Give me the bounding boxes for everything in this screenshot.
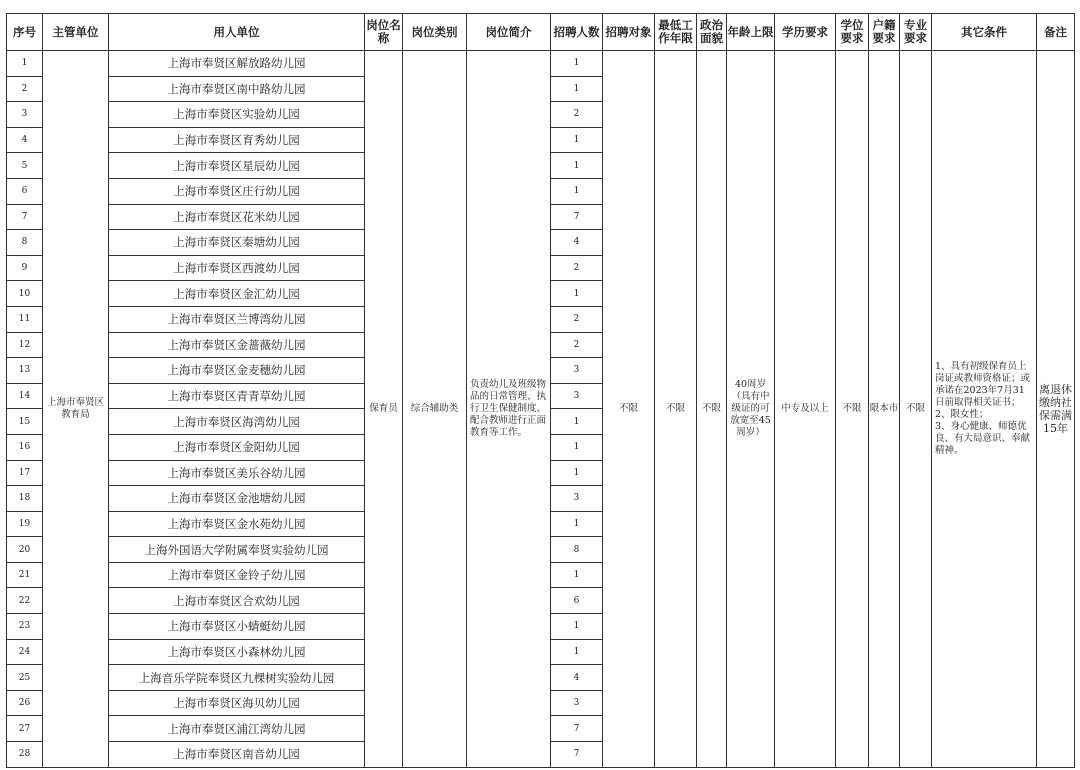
row-seq: 27 xyxy=(7,716,43,742)
row-unit: 上海市奉贤区金汇幼儿园 xyxy=(109,281,365,307)
row-unit: 上海市奉贤区兰博湾幼儿园 xyxy=(109,306,365,332)
row-count: 3 xyxy=(551,690,603,716)
row-seq: 16 xyxy=(7,434,43,460)
row-seq: 28 xyxy=(7,742,43,768)
row-count: 1 xyxy=(551,281,603,307)
row-unit: 上海市奉贤区美乐谷幼儿园 xyxy=(109,460,365,486)
header-authority: 主管单位 xyxy=(43,14,109,51)
row-seq: 6 xyxy=(7,178,43,204)
row-unit: 上海音乐学院奉贤区九棵树实验幼儿园 xyxy=(109,665,365,691)
row-seq: 23 xyxy=(7,614,43,640)
row-count: 2 xyxy=(551,332,603,358)
row-unit: 上海市奉贤区解放路幼儿园 xyxy=(109,51,365,77)
education-cell: 中专及以上 xyxy=(775,51,836,768)
row-seq: 24 xyxy=(7,639,43,665)
row-count: 3 xyxy=(551,486,603,512)
header-description: 岗位简介 xyxy=(467,14,551,51)
row-unit: 上海市奉贤区花米幼儿园 xyxy=(109,204,365,230)
row-seq: 18 xyxy=(7,486,43,512)
header-age-limit: 年龄上限 xyxy=(727,14,775,51)
header-note: 备注 xyxy=(1037,14,1075,51)
row-count: 1 xyxy=(551,511,603,537)
row-count: 4 xyxy=(551,665,603,691)
row-unit: 上海市奉贤区实验幼儿园 xyxy=(109,102,365,128)
row-seq: 5 xyxy=(7,153,43,179)
row-seq: 3 xyxy=(7,102,43,128)
header-position: 岗位名称 xyxy=(365,14,403,51)
row-count: 1 xyxy=(551,51,603,77)
row-count: 1 xyxy=(551,460,603,486)
major-cell: 不限 xyxy=(900,51,932,768)
row-unit: 上海市奉贤区庄行幼儿园 xyxy=(109,178,365,204)
header-political: 政治面貌 xyxy=(697,14,727,51)
row-count: 3 xyxy=(551,383,603,409)
row-count: 1 xyxy=(551,434,603,460)
row-count: 1 xyxy=(551,178,603,204)
row-unit: 上海市奉贤区西渡幼儿园 xyxy=(109,255,365,281)
header-hukou: 户籍要求 xyxy=(869,14,900,51)
header-target: 招聘对象 xyxy=(603,14,655,51)
row-count: 1 xyxy=(551,127,603,153)
category-cell: 综合辅助类 xyxy=(403,51,467,768)
row-seq: 25 xyxy=(7,665,43,691)
hukou-cell: 限本市 xyxy=(869,51,900,768)
table-row xyxy=(7,51,1075,77)
row-count: 1 xyxy=(551,614,603,640)
degree-cell: 不限 xyxy=(836,51,869,768)
row-seq: 4 xyxy=(7,127,43,153)
row-count: 1 xyxy=(551,639,603,665)
header-unit: 用人单位 xyxy=(109,14,365,51)
row-seq: 15 xyxy=(7,409,43,435)
row-unit: 上海市奉贤区青青草幼儿园 xyxy=(109,383,365,409)
row-unit: 上海市奉贤区浦江湾幼儿园 xyxy=(109,716,365,742)
recruitment-table xyxy=(6,13,1075,768)
row-unit: 上海市奉贤区海贝幼儿园 xyxy=(109,690,365,716)
note-cell: 离退休缴纳社保需满15年 xyxy=(1037,51,1075,768)
position-cell: 保育员 xyxy=(365,51,403,768)
row-count: 3 xyxy=(551,358,603,384)
row-unit: 上海市奉贤区小森林幼儿园 xyxy=(109,639,365,665)
row-seq: 20 xyxy=(7,537,43,563)
header-row xyxy=(7,14,1075,51)
row-unit: 上海市奉贤区南中路幼儿园 xyxy=(109,76,365,102)
row-unit: 上海外国语大学附属奉贤实验幼儿园 xyxy=(109,537,365,563)
row-seq: 22 xyxy=(7,588,43,614)
authority-cell: 上海市奉贤区教育局 xyxy=(43,51,109,768)
row-unit: 上海市奉贤区海湾幼儿园 xyxy=(109,409,365,435)
row-seq: 26 xyxy=(7,690,43,716)
row-count: 1 xyxy=(551,562,603,588)
row-unit: 上海市奉贤区育秀幼儿园 xyxy=(109,127,365,153)
row-count: 7 xyxy=(551,716,603,742)
row-seq: 21 xyxy=(7,562,43,588)
row-seq: 17 xyxy=(7,460,43,486)
header-degree: 学位要求 xyxy=(836,14,869,51)
row-unit: 上海市奉贤区小蜻蜓幼儿园 xyxy=(109,614,365,640)
row-seq: 12 xyxy=(7,332,43,358)
header-min-years: 最低工作年限 xyxy=(655,14,697,51)
row-seq: 7 xyxy=(7,204,43,230)
row-seq: 1 xyxy=(7,51,43,77)
row-count: 2 xyxy=(551,102,603,128)
row-seq: 10 xyxy=(7,281,43,307)
row-count: 1 xyxy=(551,409,603,435)
header-other: 其它条件 xyxy=(932,14,1037,51)
row-seq: 13 xyxy=(7,358,43,384)
row-unit: 上海市奉贤区合欢幼儿园 xyxy=(109,588,365,614)
row-unit: 上海市奉贤区秦塘幼儿园 xyxy=(109,230,365,256)
row-count: 7 xyxy=(551,204,603,230)
header-education: 学历要求 xyxy=(775,14,836,51)
row-unit: 上海市奉贤区星辰幼儿园 xyxy=(109,153,365,179)
other-conditions-cell: 1、具有初级保育员上岗证或教师资格证；或承诺在2023年7月31日前取得相关证书； 2、限女性； 3、身心健康、师德优良、有大局意识、奉献精神。 xyxy=(932,51,1037,768)
row-seq: 2 xyxy=(7,76,43,102)
target-cell: 不限 xyxy=(603,51,655,768)
row-count: 2 xyxy=(551,306,603,332)
row-count: 1 xyxy=(551,76,603,102)
row-seq: 19 xyxy=(7,511,43,537)
row-seq: 9 xyxy=(7,255,43,281)
row-count: 8 xyxy=(551,537,603,563)
row-count: 7 xyxy=(551,742,603,768)
row-count: 4 xyxy=(551,230,603,256)
row-unit: 上海市奉贤区金水苑幼儿园 xyxy=(109,511,365,537)
political-cell: 不限 xyxy=(697,51,727,768)
description-cell: 负责幼儿及班级物品的日常管理、执行卫生保健制度、配合教师进行正面教育等工作。 xyxy=(467,51,551,768)
row-count: 6 xyxy=(551,588,603,614)
header-count: 招聘人数 xyxy=(551,14,603,51)
row-count: 1 xyxy=(551,153,603,179)
row-unit: 上海市奉贤区金池塘幼儿园 xyxy=(109,486,365,512)
row-unit: 上海市奉贤区南音幼儿园 xyxy=(109,742,365,768)
row-unit: 上海市奉贤区金蔷薇幼儿园 xyxy=(109,332,365,358)
row-seq: 11 xyxy=(7,306,43,332)
row-seq: 14 xyxy=(7,383,43,409)
header-major: 专业要求 xyxy=(900,14,932,51)
age-limit-cell: 40周岁（具有中级证的可放宽至45周岁） xyxy=(727,51,775,768)
header-seq: 序号 xyxy=(7,14,43,51)
min-years-cell: 不限 xyxy=(655,51,697,768)
row-count: 2 xyxy=(551,255,603,281)
row-unit: 上海市奉贤区金阳幼儿园 xyxy=(109,434,365,460)
row-unit: 上海市奉贤区金铃子幼儿园 xyxy=(109,562,365,588)
row-seq: 8 xyxy=(7,230,43,256)
header-category: 岗位类别 xyxy=(403,14,467,51)
row-unit: 上海市奉贤区金麦穗幼儿园 xyxy=(109,358,365,384)
